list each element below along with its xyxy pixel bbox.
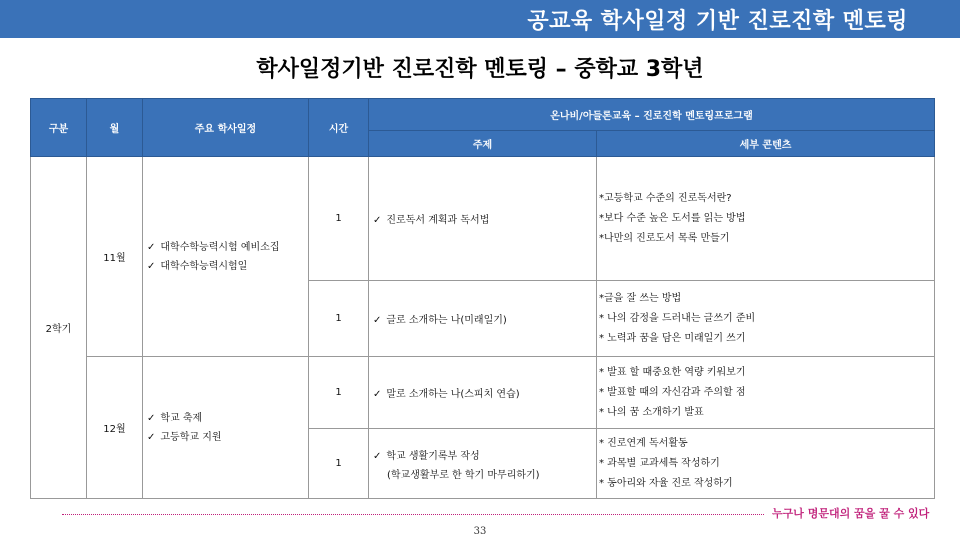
checkmark-icon: ✓ [373,389,382,400]
table-row [31,357,935,429]
details-cell [597,157,935,281]
header-events: 주요 학사일정 [143,99,309,157]
header-division: 구분 [31,99,87,157]
detail-item: * 나의 꿈 소개하기 발표 [599,406,704,418]
time-cell: 1 [309,281,369,357]
detail-item: * 과목별 교과세특 작성하기 [599,457,720,469]
time-cell: 1 [309,157,369,281]
time-cell: 1 [309,357,369,429]
detail-item: * 발표할 때의 자신감과 주의할 점 [599,386,746,398]
footer-divider [62,514,764,515]
event-item: 학교 축제 [160,412,203,424]
checkmark-icon: ✓ [373,215,382,226]
checkmark-icon: ✓ [147,412,156,424]
top-banner [0,0,960,38]
detail-item: * 노력과 꿈을 담은 미래일기 쓰기 [599,332,746,344]
time-cell: 1 [309,429,369,499]
details-cell [597,429,935,499]
page-title: 학사일정기반 진로진학 멘토링 – 중학교 3학년 [256,57,704,82]
page-number: 33 [473,526,487,537]
detail-item: *글을 잘 쓰는 방법 [599,292,682,304]
schedule-table [30,98,935,499]
topic-cell [369,157,597,281]
footer-slogan: 누구나 명문대의 꿈을 꿀 수 있다 [772,507,930,520]
detail-item: *고등학교 수준의 진로독서란? [599,192,732,204]
topic-text: 진로독서 계획과 독서법 [386,215,490,226]
checkmark-icon: ✓ [373,450,382,462]
topic-cell [369,357,597,429]
header-details: 세부 콘텐츠 [597,131,935,157]
topic-cell [369,281,597,357]
semester-cell: 2학기 [31,157,87,499]
checkmark-icon: ✓ [147,260,156,272]
event-item: 대학수학능력시험 예비소집 [160,241,280,253]
detail-item: *보다 수준 높은 도서를 읽는 방법 [599,212,746,224]
events-cell [143,157,309,357]
header-program: 온나비/아들론교육 – 진로진학 멘토링프로그램 [369,99,935,131]
table-row [31,157,935,281]
event-item: 고등학교 지원 [160,431,222,443]
month-cell: 11월 [87,157,143,357]
banner-title: 공교육 학사일정 기반 진로진학 멘토링 [527,9,908,34]
detail-item: * 발표 할 때중요한 역량 키워보기 [599,366,746,378]
detail-item: * 나의 감정을 드러내는 글쓰기 준비 [599,312,756,324]
detail-item: *나만의 진로도서 목록 만들기 [599,232,730,244]
topic-text: 글로 소개하는 나(미래일기) [386,315,507,326]
event-item: 대학수학능력시험일 [160,260,248,272]
header-topic: 주제 [369,131,597,157]
header-month: 월 [87,99,143,157]
checkmark-icon: ✓ [373,315,382,326]
detail-item: * 진로연계 독서활동 [599,437,688,449]
topic-subtext: (학교생활부로 한 학기 마무리하기) [387,469,540,481]
topic-text: 말로 소개하는 나(스피치 연습) [386,389,520,400]
month-cell: 12월 [87,357,143,499]
details-cell [597,281,935,357]
events-cell [143,357,309,499]
checkmark-icon: ✓ [147,431,156,443]
checkmark-icon: ✓ [147,241,156,253]
topic-text: 학교 생활기록부 작성 [386,450,480,462]
header-time: 시간 [309,99,369,157]
details-cell [597,357,935,429]
detail-item: * 동아리와 자율 진로 작성하기 [599,477,733,489]
topic-cell [369,429,597,499]
